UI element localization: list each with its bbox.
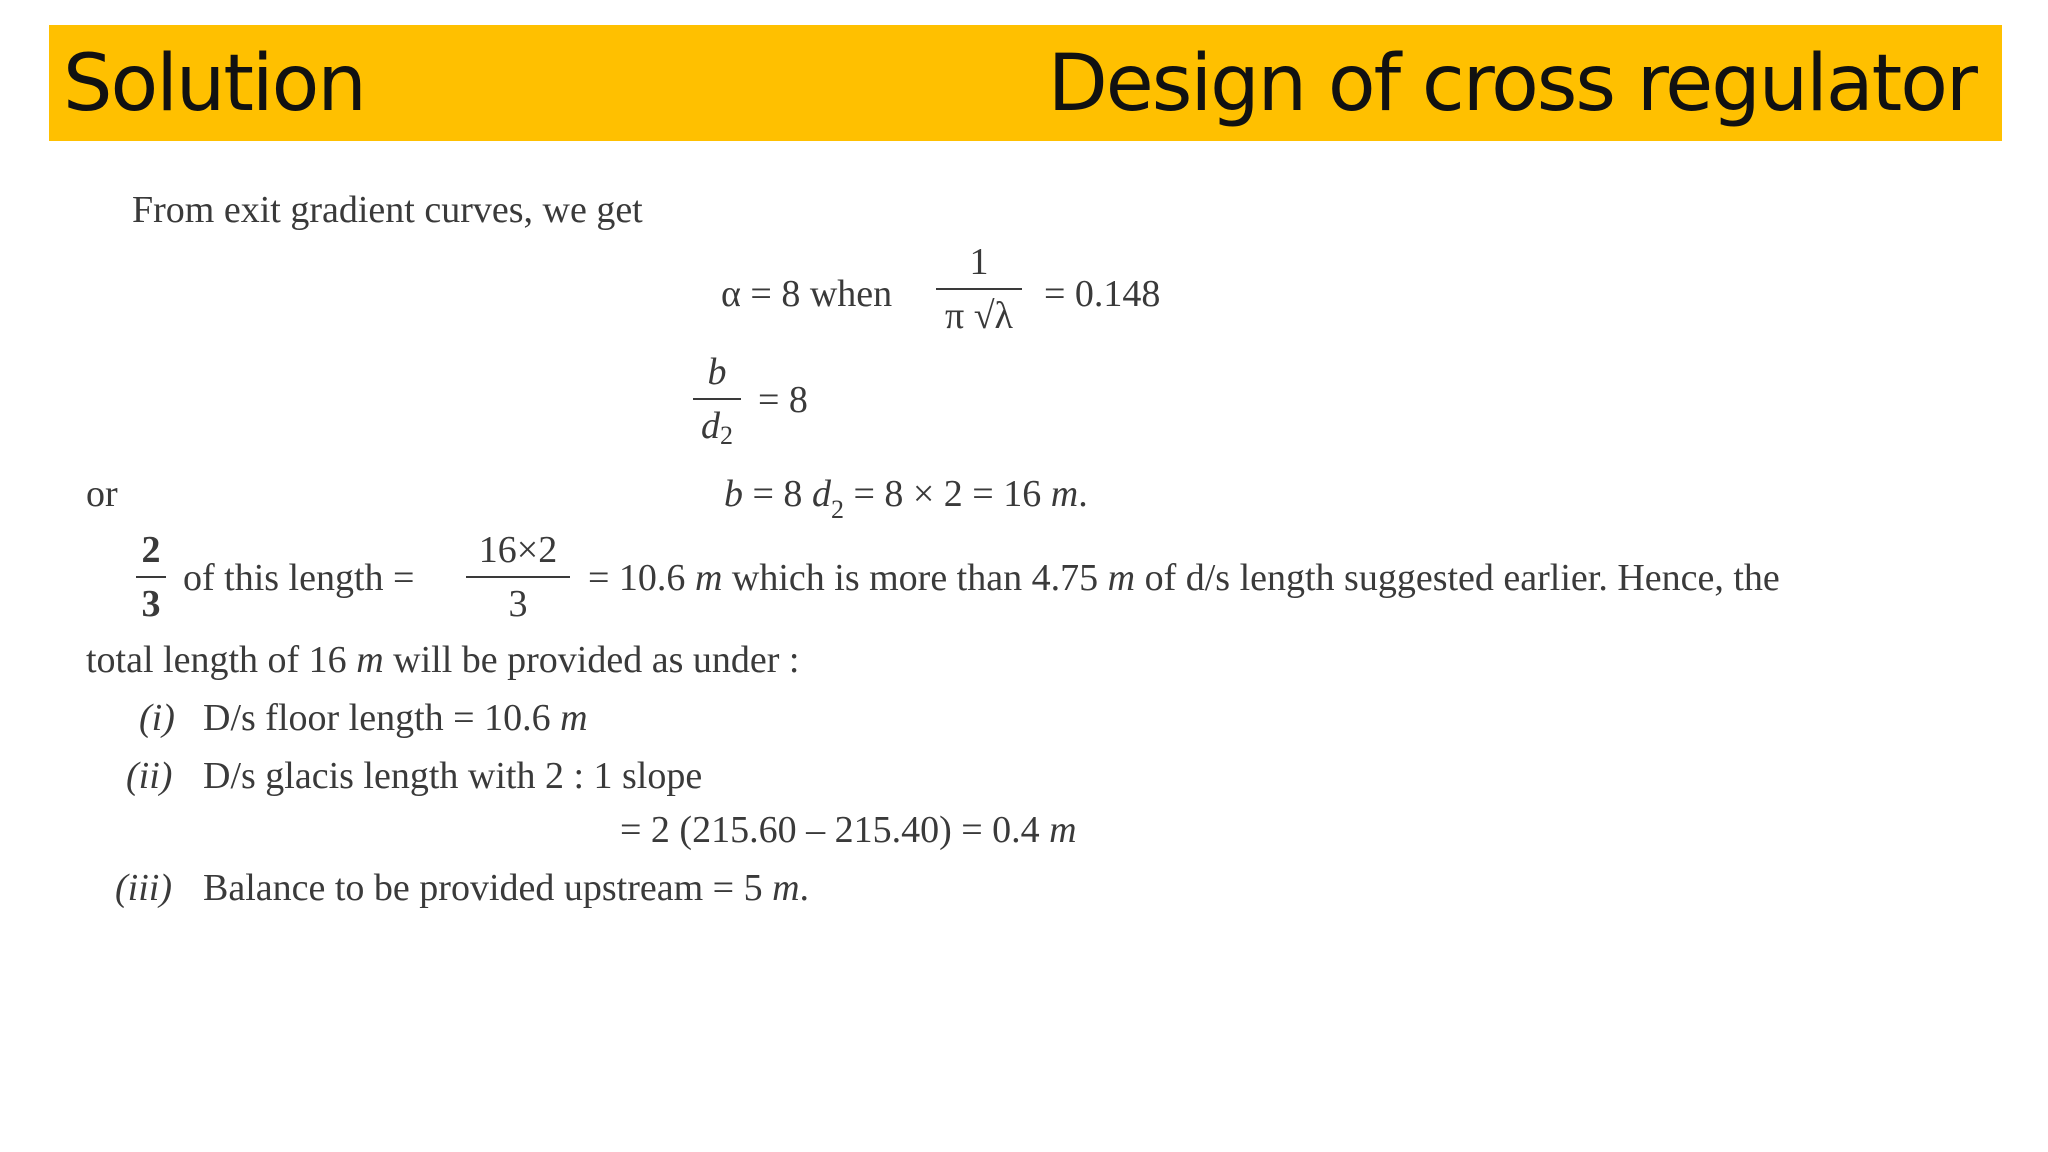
eq4-frac2-numerator: 16×2 <box>478 529 558 571</box>
list-marker-ii: (ii) <box>126 755 173 797</box>
eq2-fraction-bar <box>693 398 741 400</box>
eq3-prefix: or <box>86 473 118 515</box>
eq4-frac1-bar <box>136 576 166 578</box>
banner-left-title: Solution <box>63 39 365 129</box>
eq2-fraction-denominator: d2 <box>701 405 733 450</box>
eq3-expression: b = 8 $d_2 = 8 \times 2 = 16$ m. <box>724 473 1088 524</box>
eq1-fraction-bar <box>936 288 1022 290</box>
list-item-iii: Balance to be provided upstream = 5 m. <box>203 867 810 909</box>
eq4-text2: = 10.6 m which is more than 4.75 m of d/s length suggested earlier. Hence, the <box>588 557 1780 599</box>
total-length-line: total length of 16 m will be provided as under : <box>86 639 800 681</box>
list-item-i: D/s floor length = 10.6 m <box>203 697 588 739</box>
list-item-ii: D/s glacis length with 2 : 1 slope <box>203 755 703 797</box>
eq1-lhs: α = 8 when <box>721 273 893 315</box>
list-item-ii-continuation: = 2 (215.60 – 215.40) = 0.4 m <box>620 809 1077 851</box>
eq4-frac2-bar <box>466 576 570 578</box>
eq2-fraction-numerator: b <box>707 351 727 393</box>
eq2-rhs: = 8 <box>758 379 808 421</box>
eq1-fraction <box>936 240 1022 338</box>
list-marker-i: (i) <box>139 697 175 739</box>
eq1-fraction-denominator: π √λ <box>945 295 1013 337</box>
title-banner <box>49 25 2002 141</box>
eq4-frac2-denominator: 3 <box>508 583 528 625</box>
intro-line: From exit gradient curves, we get <box>132 189 643 231</box>
eq4-fraction-two-thirds <box>136 528 166 626</box>
eq4-frac1-numerator: 2 <box>141 529 161 571</box>
eq4-text1: of this length = <box>183 557 415 599</box>
banner-right-title: Design of cross regulator <box>1047 39 1976 129</box>
eq1-fraction-numerator: 1 <box>969 241 989 283</box>
eq1-rhs: = 0.148 <box>1044 273 1161 315</box>
eq2-fraction <box>693 350 741 452</box>
eq4-frac1-denominator: 3 <box>141 583 161 625</box>
eq4-fraction-sixteen-times-two <box>466 528 570 626</box>
list-marker-iii: (iii) <box>115 867 172 909</box>
